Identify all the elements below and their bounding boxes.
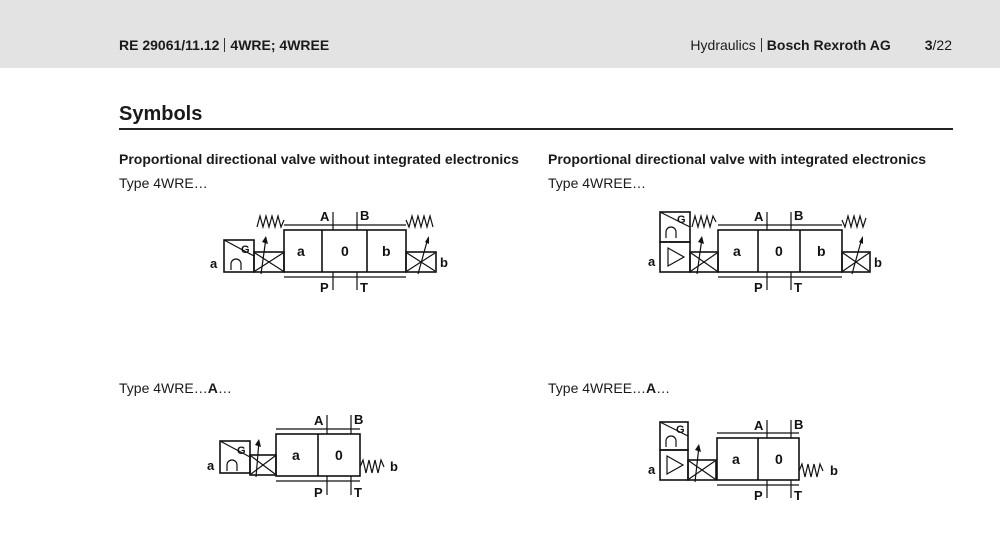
- solenoid-a-label: a: [648, 462, 656, 477]
- solenoid-b-label: b: [830, 463, 838, 478]
- type-label-4wree-a: [548, 380, 670, 396]
- adjust-arrow-icon: [697, 238, 702, 274]
- type-variant: A: [646, 380, 657, 396]
- type-label-4wre: Type 4WRE…: [119, 175, 208, 191]
- symbol-4wre-a: [200, 405, 420, 505]
- feedback-label: G: [677, 214, 686, 226]
- position-a-label: a: [292, 447, 300, 463]
- document-id: RE 29061/11.12: [119, 37, 220, 53]
- adjust-arrow-icon: [256, 441, 259, 477]
- document-reference: [119, 37, 329, 53]
- port-b-label: B: [794, 208, 804, 223]
- valve-body: [718, 208, 842, 295]
- solenoid-icon: [666, 436, 676, 447]
- solenoid-a-with-electronics: [648, 422, 716, 482]
- solenoid-b-label: b: [440, 255, 448, 270]
- port-t-label: T: [794, 280, 802, 295]
- port-a-label: A: [320, 209, 330, 224]
- header-separator: [761, 38, 762, 52]
- spring-icon: [360, 460, 384, 473]
- port-t-label: T: [354, 485, 362, 500]
- position-0-label: 0: [341, 243, 349, 259]
- type-variant: A: [207, 380, 218, 396]
- symbol-4wree-a: [640, 412, 860, 512]
- port-p-label: P: [320, 280, 329, 295]
- page-header: [0, 0, 1000, 68]
- port-a-label: A: [754, 418, 764, 433]
- solenoid-b: [842, 216, 882, 274]
- solenoid-b-label: b: [390, 459, 398, 474]
- page-current: 3: [924, 37, 933, 53]
- adjust-arrow-icon: [261, 238, 266, 274]
- port-b-label: B: [354, 412, 364, 427]
- section-title: Symbols: [119, 103, 203, 125]
- solenoid-a-label: a: [210, 256, 218, 271]
- port-a-label: A: [314, 413, 324, 428]
- port-p-label: P: [314, 485, 323, 500]
- valve-body: [276, 412, 363, 500]
- type-label-4wree: Type 4WREE…: [548, 175, 647, 191]
- feedback-label: G: [237, 445, 246, 457]
- solenoid-icon: [666, 227, 676, 238]
- port-p-label: P: [754, 488, 763, 503]
- position-0-label: 0: [335, 447, 343, 463]
- port-a-label: A: [754, 209, 764, 224]
- spring-icon: [799, 464, 823, 477]
- spring-icon: [692, 216, 716, 227]
- position-b-label: b: [382, 243, 391, 259]
- valve-body: [717, 417, 803, 503]
- adjust-arrow-icon: [418, 238, 428, 274]
- type-label-4wre-a: [119, 380, 232, 396]
- solenoid-icon: [227, 460, 237, 471]
- solenoid-a-label: a: [207, 458, 215, 473]
- header-separator: [224, 38, 225, 52]
- amplifier-icon: [668, 248, 684, 266]
- adjust-arrow-icon: [852, 238, 862, 274]
- position-0-label: 0: [775, 243, 783, 259]
- position-a-label: a: [732, 451, 740, 467]
- solenoid-a-with-sensor: [207, 439, 276, 477]
- left-column-heading: Proportional directional valve without integrated electronics: [119, 151, 519, 167]
- valve-body: [284, 208, 406, 295]
- section-rule: [119, 128, 953, 130]
- feedback-label: G: [241, 244, 250, 256]
- feedback-label: G: [676, 424, 685, 436]
- port-t-label: T: [794, 488, 802, 503]
- adjust-arrow-icon: [695, 446, 699, 482]
- spring-icon: [406, 216, 433, 227]
- position-0-label: 0: [775, 451, 783, 467]
- type-prefix: Type 4WRE…: [119, 380, 208, 396]
- position-b-label: b: [817, 243, 826, 259]
- division-name: Hydraulics: [690, 37, 756, 53]
- return-spring: [360, 459, 398, 474]
- solenoid-icon: [231, 259, 241, 270]
- port-b-label: B: [794, 417, 804, 432]
- type-prefix: Type 4WREE…: [548, 380, 647, 396]
- page-number: [925, 37, 952, 53]
- spring-icon: [257, 216, 284, 227]
- type-suffix: …: [217, 380, 232, 396]
- solenoid-a-label: a: [648, 254, 656, 269]
- publisher-info: [690, 37, 952, 53]
- return-spring: [799, 463, 838, 478]
- solenoid-a-with-electronics: [648, 212, 718, 274]
- position-a-label: a: [297, 243, 305, 259]
- solenoid-b: [406, 216, 448, 274]
- type-suffix: …: [656, 380, 671, 396]
- solenoid-b-label: b: [874, 255, 882, 270]
- port-t-label: T: [360, 280, 368, 295]
- company-name: Bosch Rexroth AG: [766, 37, 891, 53]
- solenoid-a-with-sensor: [210, 216, 284, 274]
- symbol-4wree: [640, 200, 900, 300]
- right-column-heading: Proportional directional valve with integrated electronics: [548, 151, 927, 167]
- port-b-label: B: [360, 208, 370, 223]
- port-p-label: P: [754, 280, 763, 295]
- spring-icon: [842, 216, 866, 227]
- amplifier-icon: [667, 456, 683, 474]
- document-types: 4WRE; 4WREE: [230, 37, 330, 53]
- symbol-4wre: [200, 200, 460, 300]
- position-a-label: a: [733, 243, 741, 259]
- page-total: /22: [932, 37, 952, 53]
